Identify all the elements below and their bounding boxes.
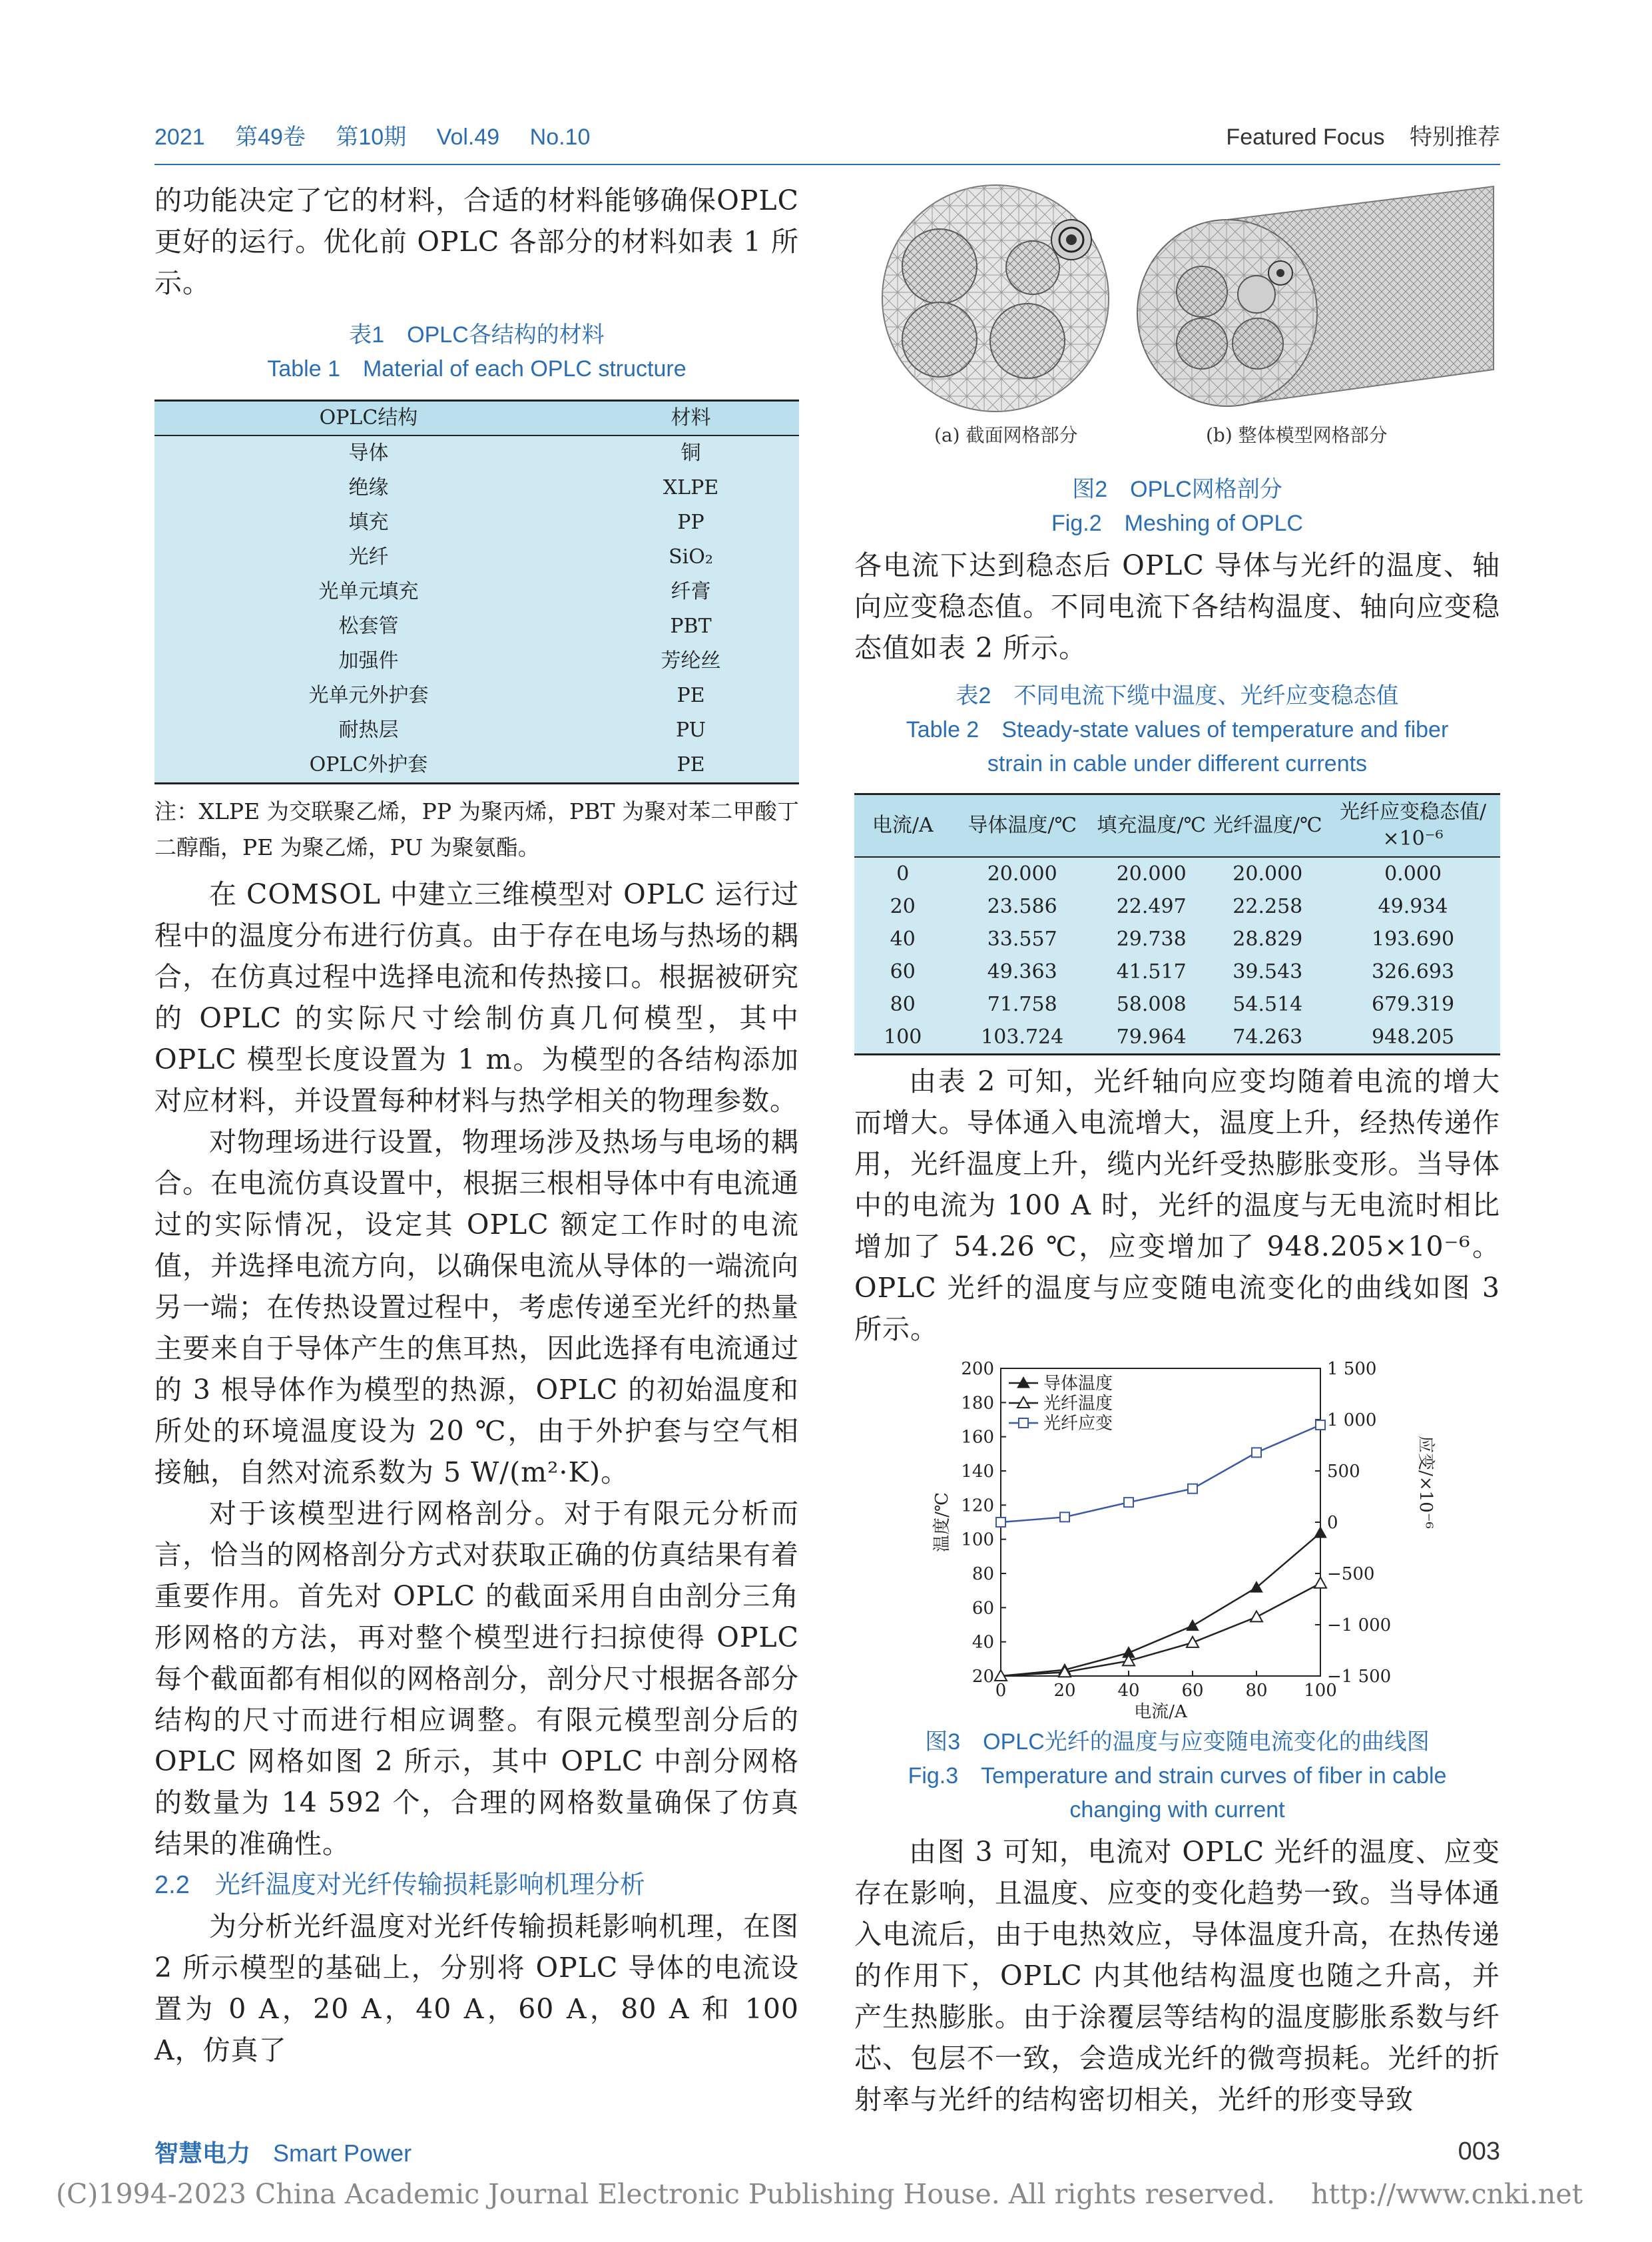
table-cell: 20.000 <box>1116 862 1187 886</box>
table-cell: 20.000 <box>1233 862 1303 886</box>
y-tick-label: 40 <box>971 1632 994 1653</box>
table-row <box>854 956 1500 988</box>
table2-caption-en: strain in cable under different currents <box>987 751 1368 776</box>
table-cell: PU <box>676 718 706 742</box>
paragraph: 各电流下达到稳态后 OPLC 导体与光纤的温度、轴向应变稳态值。不同电流下各结构温度、轴向应变稳态值如表 2 所示。 <box>854 549 1500 664</box>
right-column <box>854 180 1500 2120</box>
data-point <box>1252 1448 1261 1457</box>
y2-tick-label: −1 500 <box>1327 1667 1392 1687</box>
table-cell: 58.008 <box>1116 993 1187 1016</box>
data-point <box>1187 1620 1199 1631</box>
brand-en: Smart Power <box>273 2139 412 2167</box>
journal-header <box>154 119 614 151</box>
legend-marker <box>1019 1418 1028 1428</box>
table-cell: 948.205 <box>1326 1021 1500 1055</box>
table-cell: 芳纶丝 <box>661 649 721 673</box>
table-row <box>154 748 799 784</box>
fig2-sub-a: (a) 截面网格部分 <box>934 424 1078 446</box>
y2-tick-label: 0 <box>1327 1513 1338 1533</box>
y-tick-label: 100 <box>961 1530 994 1550</box>
section-cn: 特别推荐 <box>1410 125 1500 150</box>
y-tick-label: 140 <box>961 1462 994 1482</box>
series-line <box>1001 1533 1320 1676</box>
table-cell: 松套管 <box>338 615 399 638</box>
x-tick-label: 40 <box>1117 1681 1140 1701</box>
data-point <box>1187 1637 1199 1647</box>
table-cell: PE <box>677 684 705 707</box>
y-tick-label: 20 <box>971 1667 994 1687</box>
data-point <box>1250 1611 1262 1621</box>
y2-tick-label: 1 500 <box>1327 1359 1377 1379</box>
table1-caption-cn: 表1 OPLC各结构的材料 <box>349 322 605 348</box>
legend-label: 导体温度 <box>1043 1374 1113 1394</box>
data-point <box>1314 1577 1326 1588</box>
table-cell: 679.319 <box>1372 993 1455 1016</box>
table-cell: OPLC外护套 <box>154 748 583 784</box>
table-row <box>854 1021 1500 1055</box>
table-cell: 加强件 <box>338 649 399 673</box>
section-header <box>1226 119 1500 151</box>
fig3-caption-en: Fig.3 Temperature and strain curves of fiber in cable <box>908 1763 1447 1789</box>
y-tick-label: 120 <box>961 1496 994 1516</box>
paragraph: 由图 3 可知，电流对 OPLC 光纤的温度、应变存在影响，且温度、应变的变化趋势一致。当导体通入电流后，由于电热效应，导体温度升高，在热传递的作用下，OPLC 内其他结构温度也随之升高，并产生热膨胀。由于涂覆层等结构的温度膨胀系数与纤芯、包层不一致，会造成光纤的微弯损耗。光纤的折射率与光纤的结构密切相关，光纤的形变导致 <box>854 1836 1500 2115</box>
data-point <box>1316 1420 1325 1430</box>
fig3-caption-cn: 图3 OPLC光纤的温度与应变随电流变化的曲线图 <box>925 1729 1430 1755</box>
x-axis-label: 电流/A <box>1134 1702 1187 1722</box>
header-volume-cn: 第49卷 <box>235 125 306 150</box>
table-row <box>154 505 799 540</box>
x-tick-label: 60 <box>1181 1681 1204 1701</box>
table-cell: 80 <box>890 993 916 1016</box>
temperature-strain-chart <box>854 1350 1500 1723</box>
page-number: 003 <box>1458 2137 1500 2165</box>
table-cell: 20 <box>890 895 916 918</box>
table-cell: 193.690 <box>1372 928 1455 951</box>
data-point <box>1060 1512 1069 1522</box>
table1-header: OPLC结构 <box>154 401 583 436</box>
header-volume-en: Vol.49 <box>436 125 500 150</box>
table2-header: 填充温度/℃ <box>1093 794 1210 858</box>
fig2-caption-cn: 图2 OPLC网格剖分 <box>1072 477 1282 502</box>
table2 <box>854 793 1500 1055</box>
x-tick-label: 20 <box>1053 1681 1076 1701</box>
paragraph: 对于该模型进行网格剖分。对于有限元分析而言，恰当的网格剖分方式对获取正确的仿真结果有着重要作用。首先对 OPLC 的截面采用自由剖分三角形网格的方法，再对整个模型进行扫掠使得 OPLC 每个截面都有相似的网格剖分，剖分尺寸根据各部分结构的尺寸而进行相应调整。有限元模型剖分后的 OPLC 网格如图 2 所示，其中 OPLC 中剖分网格的数量为 14 592 个，合理的网格数量确保了仿真结果的准确性。 <box>154 1498 799 1860</box>
y-tick-label: 160 <box>961 1427 994 1448</box>
y2-tick-label: −1 000 <box>1327 1615 1392 1635</box>
table2-header: 光纤应变稳态值/×10⁻⁶ <box>1326 794 1500 858</box>
copyright-line: (C)1994-2023 China Academic Journal Electronic Publishing House. All rights reserved. http://www.cnki.net <box>56 2178 1583 2210</box>
table-row <box>154 471 799 505</box>
table-cell: 103.724 <box>952 1021 1093 1055</box>
table-cell: 33.557 <box>987 928 1057 951</box>
table-cell: 49.363 <box>987 960 1057 983</box>
table-row <box>154 644 799 679</box>
data-point <box>1124 1498 1133 1507</box>
fig2-sub-b: (b) 整体模型网格部分 <box>1206 424 1388 446</box>
section-heading: 2.2 光纤温度对光纤传输损耗影响机理分析 <box>154 1871 645 1899</box>
table-cell: 22.497 <box>1116 895 1187 918</box>
cross-section-mesh <box>882 185 1109 412</box>
x-tick-label: 100 <box>1304 1681 1337 1701</box>
y2-tick-label: −500 <box>1327 1564 1375 1584</box>
table-cell: 39.543 <box>1233 960 1303 983</box>
y-tick-label: 180 <box>961 1393 994 1414</box>
table-row <box>154 609 799 644</box>
table-cell: PP <box>677 511 704 534</box>
table1 <box>154 400 799 784</box>
table-cell: 光单元填充 <box>318 580 419 603</box>
section-en: Featured Focus <box>1226 125 1385 150</box>
series-line <box>1001 1583 1320 1676</box>
table1-header: 材料 <box>583 401 799 436</box>
table-cell: 耐热层 <box>338 718 399 742</box>
table-cell: 326.693 <box>1372 960 1455 983</box>
paragraph: 在 COMSOL 中建立三维模型对 OPLC 运行过程中的温度分布进行仿真。由于存在电场与热场的耦合，在仿真过程中选择电流和传热接口。根据被研究的 OPLC 的实际尺寸绘制仿真几何模型，其中 OPLC 模型长度设置为 1 m。为模型的各结构添加对应材料，并设置每种材料与热学相关的物理参数。 <box>154 878 799 1117</box>
table-cell: 29.738 <box>1116 928 1187 951</box>
data-point <box>1188 1484 1197 1494</box>
paragraph: 对物理场进行设置，物理场涉及热场与电场的耦合。在电流仿真设置中，根据三根相导体中有电流通过的实际情况，设定其 OPLC 额定工作时的电流值，并选择电流方向，以确保电流从导体的一端流向另一端；在传热设置过程中，考虑传递至光纤的热量主要来自于导体产生的焦耳热，因此选择有电流通过的 3 根导体作为模型的热源，OPLC 的初始温度和所处的环境温度设为 20 ℃，由于外护套与空气相接触，自然对流系数为 5 W/(m²·K)。 <box>154 1126 799 1488</box>
table-cell: XLPE <box>663 476 719 499</box>
table-cell: 22.258 <box>1233 895 1303 918</box>
table-row <box>854 988 1500 1021</box>
table-cell: 60 <box>890 960 916 983</box>
table-row <box>154 435 799 471</box>
y-axis-label: 温度/℃ <box>932 1492 952 1552</box>
table-cell: PBT <box>670 615 712 638</box>
table-cell: 40 <box>890 928 916 951</box>
mesh-figure <box>854 180 1500 420</box>
table-row <box>154 540 799 575</box>
table-cell: 23.586 <box>987 895 1057 918</box>
table-cell: 光纤 <box>348 545 389 569</box>
table-cell: 41.517 <box>1116 960 1187 983</box>
table-cell: 74.263 <box>1209 1021 1326 1055</box>
data-point <box>996 1518 1005 1527</box>
table-row <box>854 890 1500 923</box>
header-issue-cn: 第10期 <box>336 125 407 150</box>
table2-header: 光纤温度/℃ <box>1209 794 1326 858</box>
table-row <box>154 713 799 748</box>
paragraph: 由表 2 可知，光纤轴向应变均随着电流的增大而增大。导体通入电流增大，温度上升，经热传递作用，光纤温度上升，缆内光纤受热膨胀变形。当导体中的电流为 100 A 时，光纤的温度与无电流时相比增加了 54.26 ℃，应变增加了 948.205×10⁻⁶。OPLC 光纤的温度与应变随电流变化的曲线如图 3 所示。 <box>854 1065 1500 1345</box>
fig2-caption-en: Fig.2 Meshing of OPLC <box>1051 511 1303 536</box>
paragraph: 为分析光纤温度对光纤传输损耗影响机理，在图 2 所示模型的基础上，分别将 OPLC 导体的电流设置为 0 A，20 A，40 A，60 A，80 A 和 100 A，仿真了 <box>154 1910 799 2066</box>
table-cell: 0 <box>896 862 910 886</box>
x-tick-label: 80 <box>1245 1681 1268 1701</box>
table-cell: 填充 <box>348 511 389 534</box>
table2-header: 电流/A <box>854 794 952 858</box>
table-row <box>854 857 1500 890</box>
header-issue-en: No.10 <box>529 125 591 150</box>
left-column <box>154 180 799 2071</box>
brand-cn: 智慧电力 <box>154 2139 251 2167</box>
y-tick-label: 200 <box>961 1359 994 1379</box>
table-cell: 54.514 <box>1233 993 1303 1016</box>
table-cell: 纤膏 <box>671 580 711 603</box>
y2-tick-label: 1 000 <box>1327 1410 1377 1430</box>
table-cell: 100 <box>854 1021 952 1055</box>
table1-note: 注：XLPE 为交联聚乙烯，PP 为聚丙烯，PBT 为聚对苯二甲酸丁二醇酯，PE 为聚乙烯，PU 为聚氨酯。 <box>154 798 799 860</box>
y-tick-label: 60 <box>971 1598 994 1619</box>
table-cell: SiO₂ <box>669 545 713 569</box>
paragraph: 的功能决定了它的材料，合适的材料能够确保OPLC 更好的运行。优化前 OPLC 各部分的材料如表 1 所示。 <box>154 184 799 299</box>
table2-header: 导体温度/℃ <box>952 794 1093 858</box>
table-cell: 铜 <box>681 441 701 465</box>
fig3-caption-en: changing with current <box>1069 1797 1285 1822</box>
table-row <box>854 923 1500 956</box>
table-cell: 28.829 <box>1233 928 1303 951</box>
table2-caption-cn: 表2 不同电流下缆中温度、光纤应变稳态值 <box>956 683 1399 708</box>
figure-2 <box>854 180 1500 473</box>
legend-label: 光纤温度 <box>1043 1394 1113 1414</box>
x-tick-label: 0 <box>995 1681 1007 1701</box>
table-cell: 光单元外护套 <box>308 684 429 707</box>
table-row <box>154 575 799 609</box>
table-row <box>154 679 799 713</box>
table-cell: 绝缘 <box>348 476 389 499</box>
table-cell: 71.758 <box>987 993 1057 1016</box>
series-line <box>1001 1425 1320 1522</box>
table-cell: 0.000 <box>1384 862 1442 886</box>
table2-caption-en: Table 2 Steady-state values of temperature and fiber <box>906 717 1449 742</box>
whole-model-mesh <box>1137 186 1494 406</box>
table-cell: PE <box>583 748 799 784</box>
y2-axis-label: 应变/×10⁻⁶ <box>1416 1436 1436 1529</box>
journal-brand <box>154 2135 412 2169</box>
table1-caption-en: Table 1 Material of each OPLC structure <box>267 356 687 382</box>
legend-label: 光纤应变 <box>1043 1414 1113 1434</box>
y-tick-label: 80 <box>971 1564 994 1584</box>
table-cell: 49.934 <box>1378 895 1448 918</box>
table-cell: 20.000 <box>987 862 1057 886</box>
table-cell: 79.964 <box>1093 1021 1210 1055</box>
header-year: 2021 <box>154 125 205 150</box>
data-point <box>1314 1527 1326 1538</box>
header-rule <box>154 164 1500 165</box>
y2-tick-label: 500 <box>1327 1462 1360 1482</box>
table-cell: 导体 <box>348 441 389 465</box>
